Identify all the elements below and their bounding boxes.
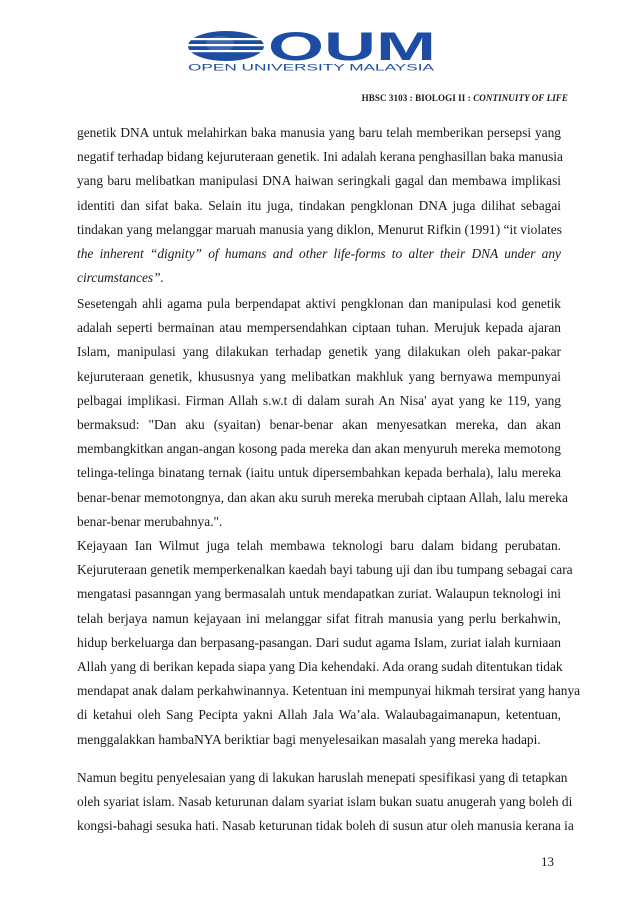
text-line: adalah seperti bermainan atau mempersendahkan ciptaan tuhan. Merujuk kepada ajaran <box>77 320 561 336</box>
text-line: Kejayaan Ian Wilmut juga telah membawa teknologi baru dalam bidang perubatan. <box>77 538 561 553</box>
oum-logo-text: OUM <box>268 30 436 64</box>
text-line: Allah yang di berikan kepada siapa yang Dia kehendaki. Ada orang sudah ditentukan tidak <box>77 658 563 674</box>
text-line: yang baru melibatkan manipulasi DNA haiwan seringkali gagal dan membawa implikasi <box>77 173 561 189</box>
text-line: membangkitkan angan-angan kosong pada mereka dan akan menyuruh mereka memotong <box>77 441 561 457</box>
paragraph-2 <box>77 292 568 534</box>
logo-subtitle-text: OPEN UNIVERSITY MALAYSIA <box>188 62 434 72</box>
oum-logo <box>186 30 438 74</box>
text-line: hidup berkeluarga dan berpasang-pasangan. Dari sudut agama Islam, zuriat ialah kurniaan <box>77 634 561 650</box>
text-line: circumstances”. <box>77 270 164 286</box>
text-line: benar-benar merubahnya.". <box>77 513 223 529</box>
oum-logo-subtitle <box>186 62 438 72</box>
text-line: Sesetengah ahli agama pula berpendapat aktivi pengklonan dan manipulasi kod genetik <box>77 296 561 311</box>
course-code: HBSC 3103 : BIOLOGI II : <box>361 93 474 103</box>
text-line: kejuruteraan genetik, khususnya yang melibatkan makhluk yang bernyawa mempunyai <box>77 368 561 384</box>
text-line: the inherent “dignity” of humans and other life-forms to alter their DNA under any <box>77 245 561 261</box>
text-line: kongsi-bahagi sesuka hati. Nasab keturunan tidak boleh di susun atur oleh manusia kerana ia <box>77 818 574 834</box>
page-number: 13 <box>541 854 554 869</box>
text-line: Kejuruteraan genetik memperkenalkan kaedah bayi tabung uji dan ibu tumpang sebagai cara <box>77 562 573 578</box>
text-line: bermaksud: "Dan aku (syaitan) benar-benar akan menyesatkan mereka, dan akan <box>77 416 561 432</box>
text-line: telah berjaya namun kejayaan ini melanggar sifat fitrah manusia yang perlu berkahwin, <box>77 610 561 626</box>
paragraph-3 <box>77 534 581 752</box>
text-line: identiti dan sifat baka. Selain itu juga, tindakan pengklonan DNA juga dilihat sebagai <box>77 197 561 213</box>
text-line: benar-benar memotongnya, dan akan aku suruh mereka merubah ciptaan Allah, lalu mereka <box>77 489 568 505</box>
paragraph-4 <box>77 766 574 839</box>
text-line: Islam, manipulasi yang dilakukan terhadap genetik yang dilakukan oleh pakar-pakar <box>77 344 561 360</box>
text-line: negatif terhadap bidang kejuruteraan genetik. Ini adalah kerana penghasillan baka manusia <box>77 149 563 165</box>
text-line: genetik DNA untuk melahirkan baka manusia yang baru telah memberikan persepsi yang <box>77 125 561 140</box>
text-line: pelbagai implikasi. Firman Allah s.w.t di dalam surah An Nisa' ayat yang ke 119, yang <box>77 392 561 408</box>
text-line: tindakan yang melanggar maruah manusia yang diklon, Menurut Rifkin (1991) “it violates <box>77 221 562 237</box>
text-line: mendapat anak dalam perkahwinannya. Ketentuan ini mempunyai hikmah tersirat yang hanya <box>77 683 581 699</box>
text-line: mengatasi pasanngan yang bermasalah untuk mendapatkan zuriat. Walaupun teknologi ini <box>77 586 561 602</box>
text-line: telinga-telinga binatang ternak (iaitu untuk dipersembahkan kepada berhala), lalu mereka <box>77 465 561 481</box>
text-line: di ketahui oleh Sang Pecipta yakni Allah Jala Wa’ala. Walaubagaimanapun, ketentuan, <box>77 707 561 723</box>
oum-logo-mark <box>186 30 438 64</box>
text-line: oleh syariat islam. Nasab keturunan dalam syariat islam bukan suatu anugerah yang boleh di <box>77 794 573 810</box>
paragraph-1 <box>77 121 561 290</box>
running-header <box>362 93 568 103</box>
course-title: CONTINUITY OF LIFE <box>473 93 568 103</box>
text-line: Namun begitu penyelesaian yang di lakukan haruslah menepati spesifikasi yang di tetapkan <box>77 770 568 785</box>
globe-icon <box>188 31 264 61</box>
text-line: menggalakkan hambaNYA beriktiar bagi menyelesaikan masalah yang mereka hadapi. <box>77 731 541 747</box>
